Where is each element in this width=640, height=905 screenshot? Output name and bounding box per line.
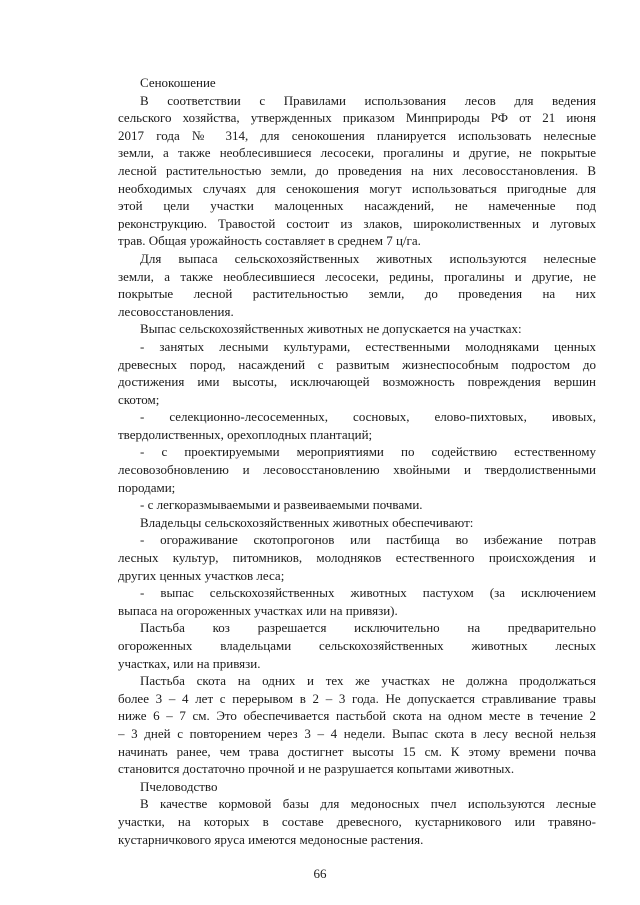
text-line: - огораживание скотопрогонов или пастбища во избежание потрав: [140, 532, 596, 548]
text-line: твердолиственных, орехоплодных плантаций;: [118, 426, 373, 442]
text-line: участках, или на привязи.: [118, 655, 261, 671]
body-text: [118, 74, 596, 848]
text-line: Сенокошение: [140, 75, 216, 90]
text-line: покрытые лесной растительностью земли, до проведения на них: [118, 286, 596, 302]
text-line: лесной растительностью земли, до проведения на них лесовосстановления. В: [118, 162, 596, 178]
text-line: 2017 года № 314, для сенокошения планируется использовать нелесные: [118, 127, 596, 143]
text-line: кустарничкового яруса имеются медоносные растения.: [118, 831, 424, 847]
text-line: - селекционно-лесосеменных, сосновых, елово-пихтовых, ивовых,: [140, 409, 596, 425]
text-line: - с легкоразмываемыми и развеиваемыми почвами.: [140, 497, 423, 513]
text-line: земли, а также необлесившиеся лесосеки, редины, прогалины и другие, не: [118, 268, 596, 284]
text-line: ниже 6 – 7 см. Это обеспечивается пастьбой скота на одном месте в течение 2: [118, 708, 596, 724]
text-line: огороженных владельцами сельскохозяйственных животных лесных: [118, 638, 596, 653]
text-line: лесных культур, питомников, молодняков естественного происхождения и: [118, 550, 596, 566]
text-line: становится достаточно прочной и не разрушается копытами животных.: [118, 761, 515, 777]
page-number: 66: [313, 866, 327, 881]
text-line: скотом;: [118, 391, 160, 407]
text-line: участки, на которых в составе древесного, кустарникового или травяно-: [118, 813, 596, 829]
text-line: Пчеловодство: [140, 778, 218, 794]
text-line: начинать ранее, чем трава достигнет высоты 15 см. К этому времени почва: [118, 743, 596, 759]
text-line: В качестве кормовой базы для медоносных пчел используются лесные: [140, 796, 596, 812]
text-line: древесных пород, насаждений с развитым жизнеспособным подростом до: [118, 356, 596, 372]
text-line: достижения ими высоты, исключающей возможность повреждения вершин: [118, 374, 596, 390]
text-line: земли, а также необлесившиеся лесосеки, прогалины и другие, не покрытые: [118, 145, 596, 161]
text-line: других ценных участков леса;: [118, 567, 285, 583]
text-line: необходимых случаях для сенокошения могут использоваться пригодные для: [118, 180, 596, 196]
text-line: В соответствии с Правилами использования лесов для ведения: [140, 92, 596, 108]
text-line: сельского хозяйства, утвержденных приказом Минприроды РФ от 21 июня: [118, 110, 596, 126]
text-line: - выпас сельскохозяйственных животных пастухом (за исключением: [140, 585, 596, 601]
text-line: более 3 – 4 лет с перерывом в 2 – 3 года. Не допускается стравливание травы: [118, 690, 596, 706]
text-line: лесовозобновлению и лесовосстановлению хвойными и твердолиственными: [118, 462, 596, 478]
text-line: Владельцы сельскохозяйственных животных обеспечивают:: [140, 514, 474, 530]
text-line: – 3 дней с повторением через 3 – 4 недели. Выпас скота в лесу весной нельзя: [118, 725, 596, 741]
text-line: - занятых лесными культурами, естественными молодняками ценных: [140, 338, 596, 354]
text-line: породами;: [118, 479, 176, 495]
text-line: трав. Общая урожайность составляет в среднем 7 ц/га.: [118, 233, 421, 249]
text-line: - с проектируемыми мероприятиями по содействию естественному: [140, 444, 596, 460]
text-line: Пастьба коз разрешается исключительно на предварительно: [140, 620, 596, 636]
text-line: выпаса на огороженных участках или на привязи).: [118, 602, 398, 618]
text-line: Выпас сельскохозяйственных животных не допускается на участках:: [140, 321, 522, 337]
text-line: Пастьба скота на одних и тех же участках не должна продолжаться: [140, 673, 596, 689]
text-line: реконструкцию. Травостой состоит из злаков, широколиственных и луговых: [118, 215, 596, 231]
text-line: лесовосстановления.: [118, 303, 234, 319]
text-line: этой цели участки малоценных насаждений, не намеченные под: [118, 198, 596, 214]
text-line: Для выпаса сельскохозяйственных животных используются нелесные: [140, 250, 596, 266]
